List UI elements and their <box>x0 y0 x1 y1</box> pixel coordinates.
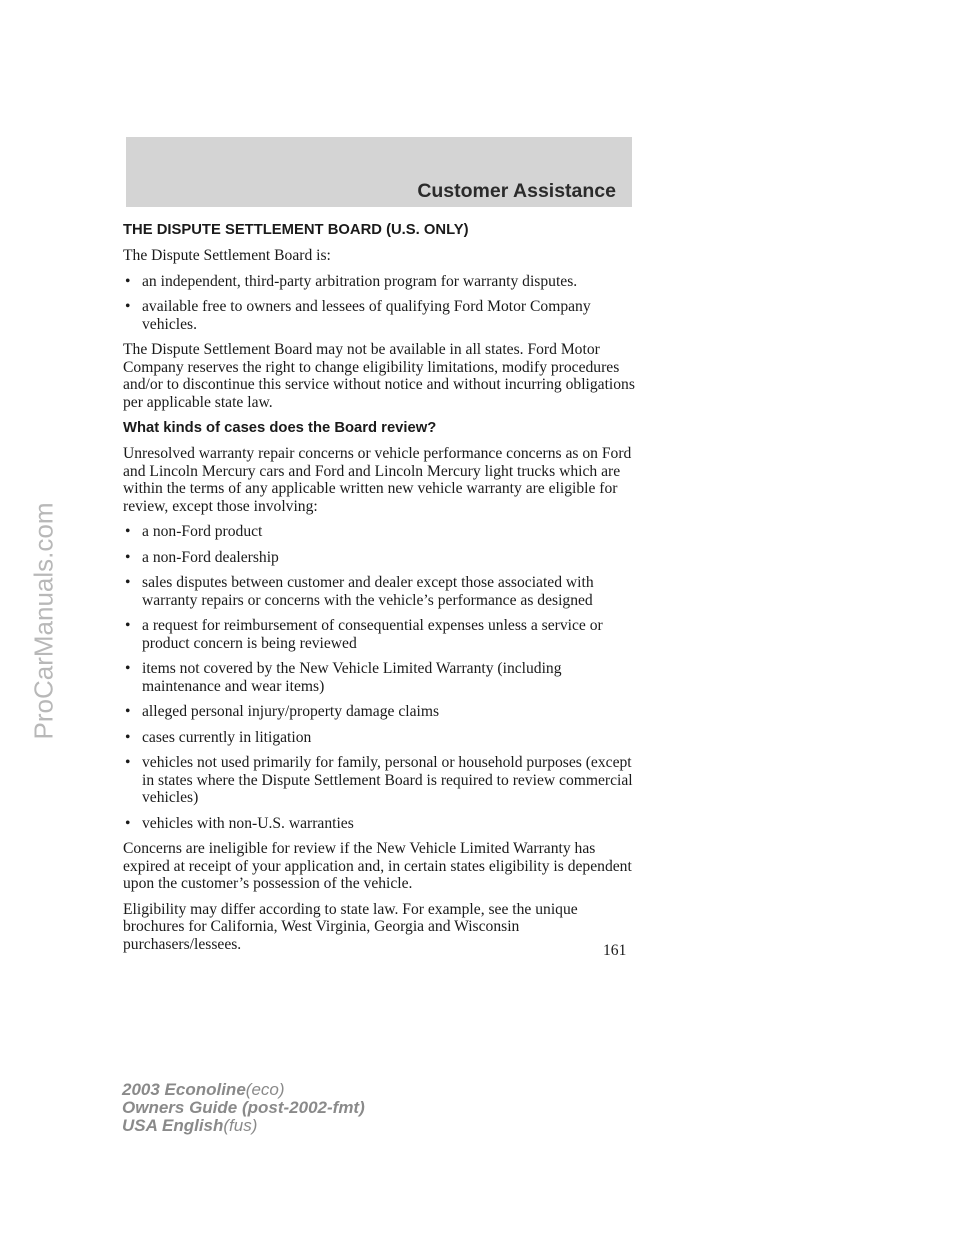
list-item-text: a non-Ford product <box>142 523 263 540</box>
list-item <box>123 574 638 609</box>
footer-language: USA English <box>122 1116 224 1135</box>
footer-guide: Owners Guide (post-2002-fmt) <box>122 1098 365 1117</box>
list-item-text: an independent, third-party arbitration program for warranty disputes. <box>142 272 578 290</box>
footer-model-code: (eco) <box>245 1080 285 1099</box>
bullet-icon: • <box>125 272 131 290</box>
bullet-icon: • <box>125 548 131 566</box>
list-item-text: a request for reimbursement of consequential expenses unless a service or product concern is being reviewed <box>142 617 603 652</box>
list-item-text: a non-Ford dealership <box>142 548 279 566</box>
list-item-text: alleged personal injury/property damage claims <box>142 703 440 720</box>
list-item <box>123 729 638 747</box>
list-item-text: items not covered by the New Vehicle Limited Warranty (including maintenance and wear items) <box>142 660 562 695</box>
page-number: 161 <box>603 942 627 959</box>
list-item <box>123 549 638 567</box>
list-item <box>123 703 638 721</box>
watermark-text: ProCarManuals.com <box>28 502 59 740</box>
list-item-text: vehicles with non-U.S. warranties <box>142 814 354 832</box>
bullet-icon: • <box>125 617 131 634</box>
availability-paragraph: The Dispute Settlement Board may not be available in all states. Ford Motor Company reserves the right to change eligibility limitations, modify procedures and/or to discontinue this service without notice and without incurring obligations per applicable state law. <box>123 341 635 411</box>
list-item <box>123 617 638 652</box>
intro-paragraph: The Dispute Settlement Board is: <box>123 247 331 264</box>
bullet-icon: • <box>125 703 131 720</box>
bullet-icon: • <box>125 298 131 315</box>
list-item <box>123 523 638 541</box>
section-header-band <box>126 137 632 207</box>
footer-line-language <box>122 1117 365 1135</box>
page-content <box>123 221 638 961</box>
state-law-paragraph: Eligibility may differ according to state law. For example, see the unique brochures for California, West Virginia, Georgia and Wisconsin purchasers/lessees. <box>123 900 578 953</box>
bullet-icon: • <box>125 523 131 540</box>
footer-model: 2003 Econoline <box>122 1080 246 1099</box>
bullet-icon: • <box>125 660 131 677</box>
list-item-text: cases currently in litigation <box>142 728 312 746</box>
footer-line-guide <box>122 1099 365 1117</box>
list-item <box>123 815 638 833</box>
list-item-text: vehicles not used primarily for family, personal or household purposes (except in states where the Dispute Settlement Board is required to review commercial vehicles) <box>142 754 633 806</box>
list-item-text: sales disputes between customer and dealer except those associated with warranty repairs or concerns with the vehicle’s performance as designed <box>142 574 594 609</box>
list-item <box>123 754 638 807</box>
intro-bullet-list <box>123 273 638 334</box>
list-item <box>123 298 638 333</box>
subheading: What kinds of cases does the Board review? <box>123 420 437 436</box>
ineligible-paragraph: Concerns are ineligible for review if the New Vehicle Limited Warranty has expired at receipt of your application and, in certain states eligibility is dependent upon the customer’s possession of the vehicle. <box>123 840 632 892</box>
list-item <box>123 660 638 695</box>
bullet-icon: • <box>125 574 131 591</box>
footer-language-code: (fus) <box>223 1116 258 1135</box>
footer-line-model <box>122 1081 365 1099</box>
section-title: Customer Assistance <box>417 180 616 202</box>
bullet-icon: • <box>125 754 131 771</box>
main-heading: THE DISPUTE SETTLEMENT BOARD (U.S. ONLY) <box>123 222 469 238</box>
eligibility-paragraph: Unresolved warranty repair concerns or vehicle performance concerns as on Ford and Lincoln Mercury cars and Ford and Lincoln Mercury light trucks which are within the terms of any applicable written new vehicle warranty are eligible for review, except those involving: <box>123 445 632 515</box>
bullet-icon: • <box>125 814 131 832</box>
bullet-icon: • <box>125 728 131 746</box>
list-item <box>123 273 638 291</box>
list-item-text: available free to owners and lessees of qualifying Ford Motor Company vehicles. <box>142 298 591 333</box>
exclusions-bullet-list <box>123 523 638 832</box>
document-footer <box>122 1081 365 1135</box>
